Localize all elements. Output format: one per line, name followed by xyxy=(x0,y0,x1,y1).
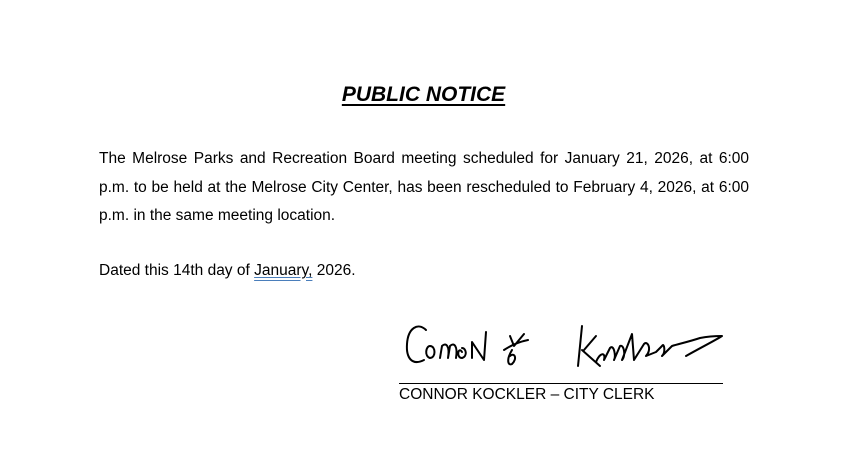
notice-title: PUBLIC NOTICE xyxy=(341,83,506,106)
dated-line xyxy=(99,259,356,283)
signature-stroke-c xyxy=(407,326,426,362)
dated-month: January, xyxy=(254,262,313,279)
notice-body: The Melrose Parks and Recreation Board meeting scheduled for January 21, 2026, at 6:00 p.m. to be held at the Melrose City Center, has been rescheduled to February 4, 2026, at 6:00 p.m. in the same meeting location. xyxy=(99,150,749,224)
signature-stroke-onnor xyxy=(426,332,486,360)
signatory-name: CONNOR KOCKLER – CITY CLERK xyxy=(399,386,655,403)
dated-prefix: Dated this 14th day of xyxy=(99,262,255,279)
signature-line xyxy=(399,383,723,384)
signature xyxy=(400,316,730,384)
dated-suffix: 2026. xyxy=(312,262,356,279)
signature-stroke-initial xyxy=(504,334,528,364)
signature-stroke-ockler xyxy=(596,334,722,362)
